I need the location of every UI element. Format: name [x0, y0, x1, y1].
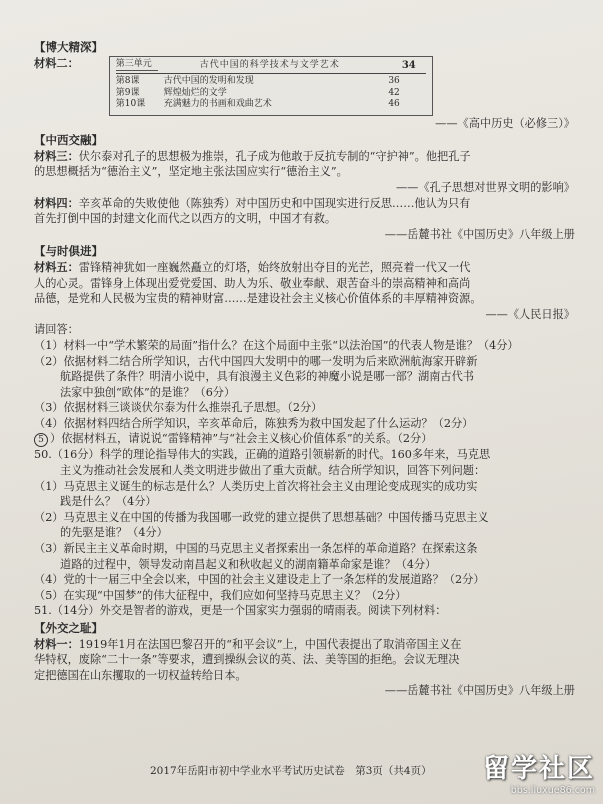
- material-five-line: 品德，是党和人民极为宝贵的精神财富……是建设社会主义核心价值体系的丰厚精神资源。: [34, 292, 482, 306]
- section-yushi: 【与时俱进】: [34, 244, 103, 259]
- material-one-line: 华特权，废除“二十一条”等要求，遭到操纵会议的英、法、美等国的拒绝。会议无理决: [34, 653, 460, 667]
- material-two: [34, 56, 581, 116]
- site-watermark: [483, 748, 595, 796]
- answer-prompt: 请回答：: [34, 323, 79, 337]
- material-one-line: 定把德国在山东攫取的一切权益转给日本。: [34, 668, 247, 682]
- question-2: （2）依据材料二结合所学知识，古代中国四大发明中的哪一发明为后来欧洲航海家开辟新: [34, 354, 478, 368]
- material-three-line: 的思想概括为“德治主义”，坚定地主张法国应实行“德治主义”。: [34, 165, 348, 179]
- material-one-line: 材料一：1919年1月在法国巴黎召开的“和平会议”上，中国代表提出了取消帝国主义在: [34, 636, 462, 651]
- question-5-number: 5: [34, 433, 48, 447]
- material-five-line: 材料五：雷锋精神犹如一座巍然矗立的灯塔，始终放射出夺目的光芒，照亮着一代又一代: [34, 259, 471, 274]
- toc-box: [109, 56, 433, 116]
- source-three: ——《孔子思想对世界文明的影响》: [395, 180, 575, 194]
- material-three-line: 材料三：伏尔泰对孔子的思想极为推崇，孔子成为他敢于反抗专制的“守护神”。他把孔子: [34, 148, 471, 163]
- question-50-5: （5）在实现“中国梦”的伟大征程中，我们应如何坚持马克思主义？（2分）: [34, 588, 407, 602]
- watermark-title: 留学社区: [482, 754, 595, 784]
- question-1: （1）材料一中“学术繁荣的局面”指什么？在这个局面中主张“以法治国”的代表人物是谁？（4分）: [34, 338, 519, 352]
- question-4: （4）依据材料四结合所学知识，辛亥革命后，陈独秀为救中国发起了什么运动？（2分）: [34, 416, 474, 430]
- toc-rule: [116, 73, 426, 74]
- section-zhongxi: 【中西交融】: [34, 133, 103, 148]
- material-four-line: 材料四：辛亥革命的失败使他（陈独秀）对中国历史和中国现实进行反思……他认为只有: [34, 195, 471, 210]
- question-5: 5 ）依据材料五，请说说“雷锋精神”与“社会主义核心价值体系”的关系。（2分）: [34, 431, 581, 447]
- question-50-3-cont: 道路的过程中，领导发动南昌起义和秋收起义的湖南籍革命家是谁？（4分）: [60, 557, 437, 571]
- question-51: 51.（14分）外交是智者的游戏，更是一个国家实力强弱的晴雨表。阅读下列材料：: [34, 604, 447, 618]
- toc-page-main: 34: [401, 59, 416, 71]
- question-50-cont: 主义为推动社会发展和人类文明进步做出了重大贡献。结合所学知识，回答下列问题：: [60, 464, 486, 478]
- question-50-1: （1）马克思主义诞生的标志是什么？人类历史上首次将社会主义由理论变成现实的成功实: [34, 479, 478, 493]
- watermark-url: bbs.liuxue86.com: [510, 785, 595, 796]
- toc-unit: 第三单元: [116, 59, 158, 72]
- source-one: ——岳麓书社《中国历史》八年级上册: [384, 684, 575, 698]
- question-50-4: （4）党的十一届三中全会以来，中国的社会主义建设走上了一条怎样的发展道路？（2分）: [34, 573, 485, 587]
- section-waijiao: 【外交之耻】: [34, 621, 103, 635]
- material-two-label: 材料二：: [34, 55, 79, 70]
- question-2-cont: 法家中独创“欧体”的是谁？（6分）: [60, 385, 236, 399]
- toc-item: 第10课 充满魅力的书画和戏曲艺术 46: [115, 99, 400, 110]
- question-50-2-cont: 的先驱是谁？（4分）: [60, 526, 168, 540]
- toc-item: 第8课 古代中国的发明和发现 36: [115, 76, 400, 87]
- question-2-cont: 航路提供了条件？明清小说中，具有浪漫主义色彩的神魔小说是哪一部？湖南古代书: [60, 370, 474, 384]
- source-five: ——《人民日报》: [485, 307, 575, 321]
- source-two: ——《高中历史（必修三）》: [435, 116, 575, 130]
- section-boda: 【博大精深】: [34, 40, 103, 54]
- question-50-2: （2）马克思主义在中国的传播为我国哪一政党的建立提供了思想基础？中国传播马克思主义: [34, 510, 489, 524]
- source-four: ——岳麓书社《中国历史》八年级上册: [384, 227, 575, 241]
- question-50-1-cont: 践是什么？（4分）: [60, 495, 157, 509]
- question-50: 50.（16分）科学的理论指导伟大的实践，正确的道路引领崭新的时代。160多年来，马克思: [34, 448, 491, 462]
- material-five-line: 人的心灵。雷锋身上体现出爱党爱国、助人为乐、敬业奉献、艰苦奋斗的崇高精神和高尚: [34, 276, 471, 290]
- page-footer: 2017年岳阳市初中学业水平考试历史试卷 第3页（共4页）: [150, 765, 432, 777]
- material-four-line: 首先打倒中国的封建文化而代之以西方的文明，中国才有救。: [34, 212, 337, 226]
- toc-title: 古代中国的科学技术与文学艺术: [199, 59, 340, 70]
- question-3: （3）依据材料三谈谈伏尔泰为什么推崇孔子思想。（2分）: [34, 401, 323, 415]
- question-50-3: （3）新民主主义革命时期，中国的马克思主义者探索出一条怎样的革命道路？在探索这条: [34, 542, 478, 556]
- toc-item: 第9课 辉煌灿烂的文学 42: [115, 87, 400, 98]
